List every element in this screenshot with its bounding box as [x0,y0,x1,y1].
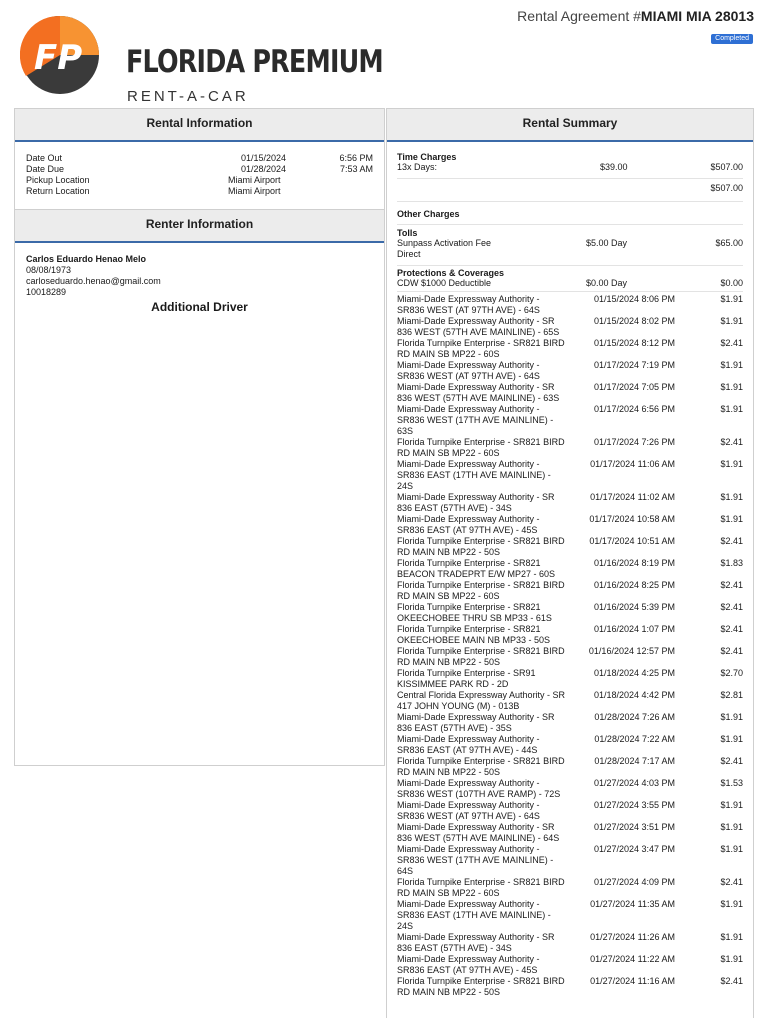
toll-row [397,316,743,338]
toll-description-line: BEACON TRADEPRT E/W MP27 - 60S [397,569,556,579]
toll-description-line: Miami-Dade Expressway Authority - [397,459,540,469]
toll-amount: $1.91 [720,844,743,854]
toll-row [397,954,743,976]
toll-row [397,976,743,998]
toll-amount: $2.41 [720,756,743,766]
renter-name: Carlos Eduardo Henao Melo [26,254,147,264]
time-due: 7:53 AM [339,164,373,174]
toll-description-line: SR836 WEST (17TH AVE MAINLINE) - [397,415,554,425]
toll-description [397,316,569,338]
toll-description-line: SR836 WEST (AT 97TH AVE) - 64S [397,305,540,315]
toll-description [397,404,569,437]
toll-description [397,899,569,932]
days-rate: $39.00 [600,162,628,172]
toll-description-line: RD MAIN NB MP22 - 50S [397,547,501,557]
toll-amount: $1.91 [720,294,743,304]
toll-datetime: 01/17/2024 10:58 AM [589,514,675,524]
date-out-label: Date Out [26,153,63,163]
time-subtotal: $507.00 [710,183,743,193]
toll-row [397,668,743,690]
toll-amount: $1.83 [720,558,743,568]
rental-summary-panel [386,108,754,1018]
toll-row [397,712,743,734]
toll-description [397,294,569,316]
toll-description-line: RD MAIN NB MP22 - 50S [397,987,501,997]
toll-datetime: 01/18/2024 4:42 PM [593,690,675,700]
toll-amount: $1.91 [720,316,743,326]
toll-description-line: Miami-Dade Expressway Authority - SR [397,932,555,942]
toll-description-line: 24S [397,921,414,931]
toll-amount: $2.41 [720,976,743,986]
toll-description [397,536,569,558]
return-label: Return Location [26,186,90,196]
rental-info-section [15,142,384,209]
toll-description-line: Miami-Dade Expressway Authority - SR [397,492,555,502]
toll-description-line: RD MAIN SB MP22 - 60S [397,349,500,359]
date-out: 01/15/2024 [241,153,287,163]
toll-description-line: KISSIMMEE PARK RD - 2D [397,679,509,689]
toll-description-line: Florida Turnpike Enterprise - SR821 BIRD [397,646,565,656]
toll-description-line: Florida Turnpike Enterprise - SR821 BIRD [397,580,565,590]
toll-amount: $2.41 [720,338,743,348]
toll-description-line: SR836 EAST (AT 97TH AVE) - 44S [397,745,538,755]
toll-description-line: SR836 EAST (AT 97TH AVE) - 45S [397,525,538,535]
toll-description-line: Miami-Dade Expressway Authority - [397,404,540,414]
toll-amount: $1.91 [720,514,743,524]
toll-datetime: 01/18/2024 4:25 PM [593,668,675,678]
toll-description-line: RD MAIN NB MP22 - 50S [397,767,501,777]
toll-description-line: Miami-Dade Expressway Authority - [397,844,540,854]
date-due-label: Date Due [26,164,65,174]
agreement-number [517,8,754,24]
additional-driver-heading: Additional Driver [151,300,248,314]
time-out: 6:56 PM [339,153,373,163]
status-badge: Completed [711,34,753,44]
rental-summary-title: Rental Summary [387,109,753,142]
toll-datetime: 01/16/2024 1:07 PM [593,624,675,634]
toll-amount: $2.41 [720,646,743,656]
toll-description-line: Miami-Dade Expressway Authority - [397,734,540,744]
toll-description-line: RD MAIN SB MP22 - 60S [397,888,500,898]
toll-datetime: 01/17/2024 7:19 PM [593,360,675,370]
pickup-location: Miami Airport [228,175,281,185]
toll-description-line: Miami-Dade Expressway Authority - [397,800,540,810]
cdw-total: $0.00 [720,278,743,288]
toll-datetime: 01/16/2024 8:19 PM [593,558,675,568]
toll-description-line: RD MAIN SB MP22 - 60S [397,448,500,458]
toll-row [397,294,743,316]
toll-row [397,822,743,844]
toll-description-line: OKEECHOBEE THRU SB MP33 - 61S [397,613,552,623]
toll-amount: $2.41 [720,877,743,887]
toll-datetime: 01/27/2024 3:55 PM [593,800,675,810]
toll-description [397,602,569,624]
toll-datetime: 01/17/2024 7:05 PM [593,382,675,392]
toll-description [397,734,569,756]
toll-description [397,580,569,602]
toll-description [397,954,569,976]
toll-description-line: Florida Turnpike Enterprise - SR91 [397,668,536,678]
toll-description-line: Central Florida Expressway Authority - SR [397,690,566,700]
toll-description-line: RD MAIN SB MP22 - 60S [397,591,500,601]
toll-row [397,602,743,624]
toll-description-line: OKEECHOBEE MAIN NB MP33 - 50S [397,635,551,645]
svg-text:FP: FP [34,38,83,78]
toll-datetime: 01/27/2024 11:22 AM [590,954,675,964]
date-due: 01/28/2024 [241,164,287,174]
toll-description [397,514,569,536]
toll-description [397,338,569,360]
toll-row [397,778,743,800]
toll-row [397,382,743,404]
toll-description-line: Miami-Dade Expressway Authority - SR [397,316,555,326]
toll-row [397,558,743,580]
toll-description-line: Miami-Dade Expressway Authority - [397,294,540,304]
agreement-id: MIAMI MIA 28013 [640,8,754,24]
toll-amount: $1.53 [720,778,743,788]
toll-description-line: RD MAIN NB MP22 - 50S [397,657,501,667]
toll-description [397,646,569,668]
toll-datetime: 01/17/2024 11:06 AM [590,459,675,469]
toll-datetime: 01/28/2024 7:22 AM [594,734,675,744]
brand-name: FLORIDA PREMIUM [126,44,383,80]
protections-title: Protections & Coverages [397,268,505,278]
renter-id: 10018289 [26,287,67,297]
toll-datetime: 01/28/2024 7:17 AM [594,756,675,766]
toll-description-line: Miami-Dade Expressway Authority - [397,778,540,788]
toll-amount: $1.91 [720,932,743,942]
toll-description-line: Miami-Dade Expressway Authority - [397,514,540,524]
toll-amount: $2.70 [720,668,743,678]
toll-description [397,360,569,382]
toll-description-line: 836 WEST (57TH AVE MAINLINE) - 63S [397,393,560,403]
toll-description-line: 24S [397,481,414,491]
toll-datetime: 01/16/2024 5:39 PM [593,602,675,612]
toll-row [397,624,743,646]
toll-description-line: SR836 WEST (17TH AVE MAINLINE) - [397,855,554,865]
toll-row [397,646,743,668]
toll-description-line: 836 WEST (57TH AVE MAINLINE) - 64S [397,833,560,843]
agreement-prefix: Rental Agreement # [517,8,641,24]
toll-row [397,492,743,514]
toll-amount: $1.91 [720,360,743,370]
toll-description-line: Miami-Dade Expressway Authority - [397,899,540,909]
toll-amount: $2.41 [720,536,743,546]
other-charges-title: Other Charges [397,209,460,219]
summary-body [387,142,753,998]
toll-datetime: 01/28/2024 7:26 AM [594,712,675,722]
toll-amount: $1.91 [720,954,743,964]
toll-amount: $2.81 [720,690,743,700]
company-logo [20,14,383,105]
renter-info-section [15,243,384,313]
toll-description-line: Florida Turnpike Enterprise - SR821 [397,602,541,612]
toll-description-line: 64S [397,866,414,876]
toll-description-line: SR836 WEST (107TH AVE RAMP) - 72S [397,789,561,799]
toll-row [397,899,743,932]
toll-amount: $2.41 [720,580,743,590]
toll-description [397,932,569,954]
toll-datetime: 01/27/2024 3:47 PM [593,844,675,854]
days-total: $507.00 [710,162,743,172]
toll-description [397,844,569,877]
toll-description [397,976,569,998]
toll-row [397,932,743,954]
toll-row [397,800,743,822]
toll-datetime: 01/17/2024 6:56 PM [593,404,675,414]
time-charges-title: Time Charges [397,152,457,162]
toll-description [397,382,569,404]
toll-row [397,437,743,459]
toll-description [397,756,569,778]
toll-description-line: Miami-Dade Expressway Authority - [397,360,540,370]
toll-description [397,877,569,899]
toll-row [397,756,743,778]
toll-datetime: 01/16/2024 8:25 PM [593,580,675,590]
toll-description-line: Florida Turnpike Enterprise - SR821 [397,558,541,568]
rental-info-title: Rental Information [15,109,384,142]
toll-description-line: SR836 EAST (AT 97TH AVE) - 45S [397,965,538,975]
cdw-rate: $0.00 Day [586,278,628,288]
toll-description-line: Miami-Dade Expressway Authority - [397,954,540,964]
toll-description-line: Miami-Dade Expressway Authority - SR [397,382,555,392]
toll-row [397,404,743,437]
toll-description [397,778,569,800]
days-label: 13x Days: [397,162,438,172]
pickup-label: Pickup Location [26,175,90,185]
toll-amount: $2.41 [720,624,743,634]
toll-description [397,492,569,514]
toll-datetime: 01/17/2024 7:26 PM [593,437,675,447]
toll-description [397,459,569,492]
toll-description-line: SR836 WEST (AT 97TH AVE) - 64S [397,811,540,821]
toll-description-line: Miami-Dade Expressway Authority - SR [397,712,555,722]
toll-amount: $1.91 [720,899,743,909]
return-location: Miami Airport [228,186,281,196]
toll-description [397,437,569,459]
toll-datetime: 01/17/2024 10:51 AM [589,536,675,546]
toll-datetime: 01/17/2024 11:02 AM [590,492,675,502]
left-panel [14,108,385,766]
toll-description-line: 836 EAST (57TH AVE) - 34S [397,943,512,953]
toll-datetime: 01/15/2024 8:02 PM [593,316,675,326]
toll-description-line: SR836 EAST (17TH AVE MAINLINE) - [397,470,551,480]
toll-description-line: Florida Turnpike Enterprise - SR821 BIRD [397,536,565,546]
toll-datetime: 01/15/2024 8:06 PM [593,294,675,304]
direct-label: Direct [397,249,421,259]
cdw-label: CDW $1000 Deductible [397,278,492,288]
toll-datetime: 01/27/2024 11:35 AM [590,899,675,909]
toll-amount: $2.41 [720,437,743,447]
toll-row [397,360,743,382]
renter-email: carloseduardo.henao@gmail.com [26,276,161,286]
toll-amount: $1.91 [720,382,743,392]
toll-description-line: Florida Turnpike Enterprise - SR821 BIRD [397,437,565,447]
toll-datetime: 01/27/2024 3:51 PM [593,822,675,832]
toll-datetime: 01/27/2024 11:16 AM [590,976,675,986]
toll-row [397,734,743,756]
toll-description [397,822,569,844]
toll-row [397,459,743,492]
toll-description [397,624,569,646]
toll-amount: $1.91 [720,800,743,810]
toll-row [397,877,743,899]
toll-datetime: 01/27/2024 11:26 AM [590,932,675,942]
toll-description-line: 63S [397,426,414,436]
toll-description [397,668,569,690]
toll-datetime: 01/15/2024 8:12 PM [593,338,675,348]
toll-datetime: 01/27/2024 4:09 PM [593,877,675,887]
toll-datetime: 01/27/2024 4:03 PM [593,778,675,788]
toll-description [397,800,569,822]
toll-description-line: SR836 EAST (17TH AVE MAINLINE) - [397,910,551,920]
toll-row [397,580,743,602]
toll-row [397,844,743,877]
toll-amount: $1.91 [720,712,743,722]
toll-description-line: Miami-Dade Expressway Authority - SR [397,822,555,832]
tolls-title: Tolls [397,228,418,238]
toll-amount: $1.91 [720,492,743,502]
toll-list [397,294,743,998]
toll-description-line: 417 JOHN YOUNG (M) - 013B [397,701,520,711]
toll-description-line: 836 EAST (57TH AVE) - 34S [397,503,512,513]
toll-amount: $1.91 [720,404,743,414]
toll-amount: $2.41 [720,602,743,612]
sunpass-label: Sunpass Activation Fee [397,238,492,248]
toll-description-line: Florida Turnpike Enterprise - SR821 BIRD [397,976,565,986]
toll-amount: $1.91 [720,822,743,832]
fp-logo-icon [20,14,104,96]
renter-info-title: Renter Information [15,209,384,243]
toll-description [397,712,569,734]
toll-description-line: 836 WEST (57TH AVE MAINLINE) - 65S [397,327,560,337]
toll-datetime: 01/16/2024 12:57 PM [588,646,675,656]
toll-description-line: Florida Turnpike Enterprise - SR821 [397,624,541,634]
toll-description-line: Florida Turnpike Enterprise - SR821 BIRD [397,877,565,887]
toll-row [397,690,743,712]
brand-subtitle: RENT-A-CAR [127,88,249,105]
toll-description-line: Florida Turnpike Enterprise - SR821 BIRD [397,338,565,348]
sunpass-rate: $5.00 Day [586,238,628,248]
toll-description [397,558,569,580]
toll-row [397,338,743,360]
toll-description-line: 836 EAST (57TH AVE) - 35S [397,723,512,733]
toll-amount: $1.91 [720,734,743,744]
toll-description-line: Florida Turnpike Enterprise - SR821 BIRD [397,756,565,766]
toll-row [397,514,743,536]
toll-description [397,690,569,712]
toll-description-line: SR836 WEST (AT 97TH AVE) - 64S [397,371,540,381]
toll-row [397,536,743,558]
toll-amount: $1.91 [720,459,743,469]
renter-dob: 08/08/1973 [26,265,72,275]
sunpass-total: $65.00 [715,238,743,248]
